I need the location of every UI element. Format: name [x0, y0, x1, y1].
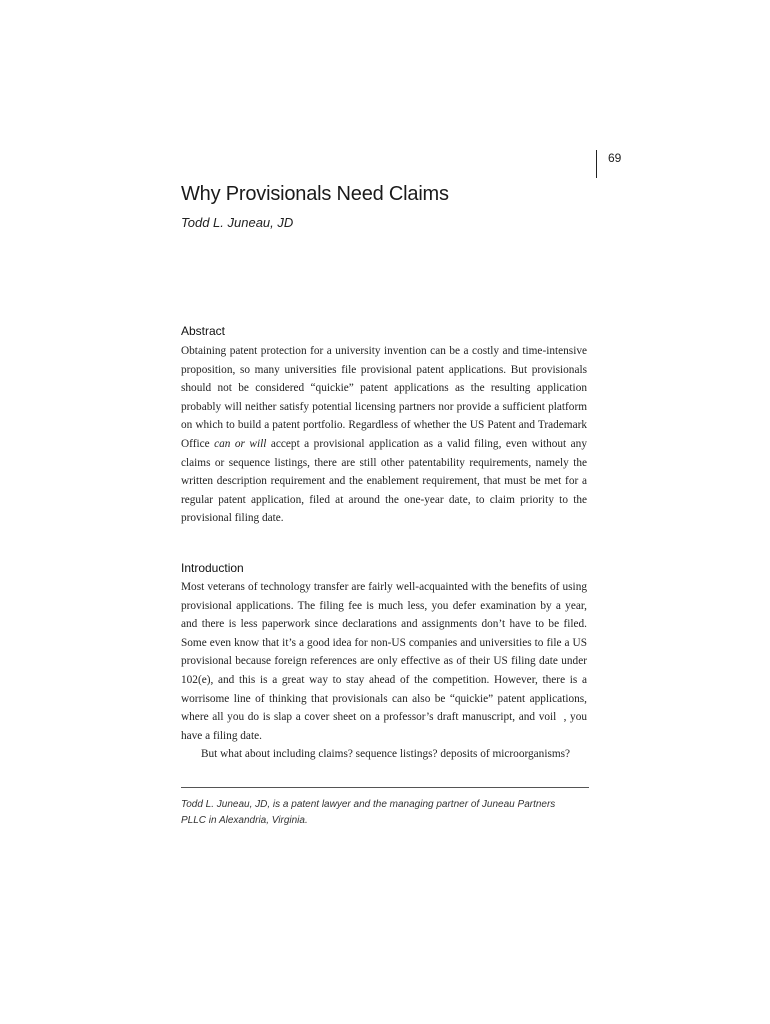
abstract-heading: Abstract — [181, 324, 226, 338]
author-footnote: Todd L. Juneau, JD, is a patent lawyer and the managing partner of Juneau Partners PLLC in Alexandria, Virginia. — [181, 799, 556, 826]
introduction-paragraph-1: Most veterans of technology transfer are fairly well-acquainted with the benefits of using provisional applications. The filing fee is much less, you defer examination by a year, and there is less paperwork since declarations and assignments don’t have to be filed. Some even know that it’s a good idea for non-US companies and universities to file a US provisional because foreign references are only effective as of their US filing date under 102(e), and this is a great way to stay ahead of the competition. However, there is a worrisome line of thinking that provisionals can also be “quickie” patent applications, where all you do is slap a cover sheet on a professor’s draft manuscript, and voil , you have a filing date. — [181, 581, 587, 742]
abstract-emphasis: can or will — [214, 437, 267, 450]
page-number-rule — [596, 150, 597, 178]
article-title: Why Provisionals Need Claims — [181, 183, 449, 205]
introduction-paragraph-2: But what about including claims? sequence listings? deposits of microorganisms? — [201, 748, 571, 760]
abstract-paragraph — [181, 342, 587, 528]
article-author: Todd L. Juneau, JD — [181, 215, 294, 230]
footnote-divider — [181, 787, 589, 788]
page-number: 69 — [608, 151, 622, 165]
abstract-text-part-1: Obtaining patent protection for a university invention can be a costly and time-intensive proposition, so many universities file provisional patent applications. But provisionals should not be considered “quickie” patent applications as the resulting application probably will neither satisfy potential licensing partners nor provide a sufficient platform on which to build a patent portfolio. Regardless of whether the US Patent and Trademark Office — [181, 345, 587, 450]
introduction-heading: Introduction — [181, 561, 244, 575]
abstract-text-part-2: accept a provisional application as a valid filing, even without any claims or sequence listings, there are still other patentability requirements, namely the written description requirement and the enablement requirement, that must be met for a regular patent application, filed at around the one-year date, to claim priority to the provisional filing date. — [181, 437, 587, 525]
